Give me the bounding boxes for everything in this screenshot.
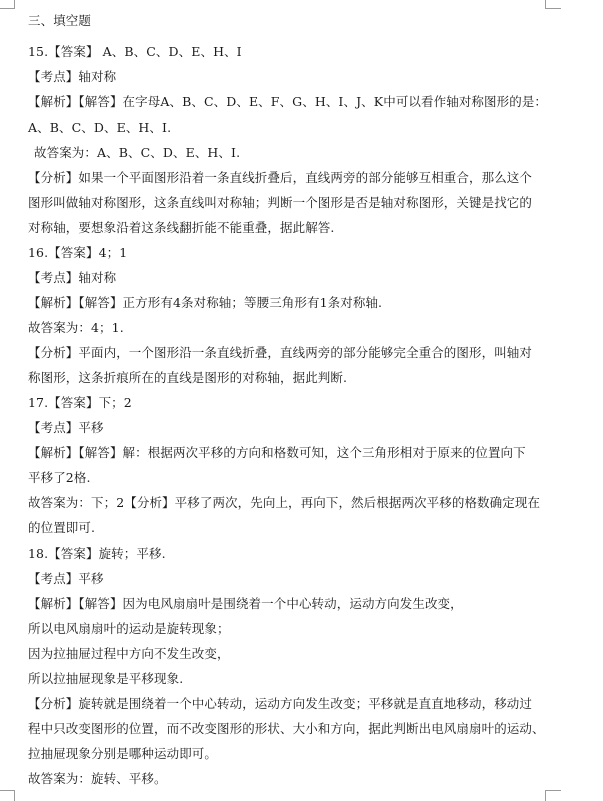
answer-17: 17.【答案】下；2: [28, 395, 132, 410]
solution-18: 【解析】【解答】因为电风扇扇叶是围绕着一个中心转动，运动方向发生改变，: [28, 596, 463, 611]
point-18: 【考点】平移: [28, 571, 104, 586]
solution-18-line3: 因为拉抽屉过程中方向不发生改变，: [28, 646, 230, 661]
point-17: 【考点】平移: [28, 420, 104, 435]
answer-18: 18.【答案】旋转；平移.: [28, 546, 166, 561]
result-16: 故答案为：4；1.: [28, 320, 124, 335]
section-title: 三、填空题: [28, 13, 92, 28]
analysis-18-line3: 拉抽屉现象分别是哪种运动即可。: [28, 746, 218, 761]
crop-mark-top-left-h: [0, 8, 14, 9]
crop-mark-top-right-h: [545, 8, 561, 9]
crop-mark-top-right-v: [545, 0, 546, 9]
result-analysis-17: 故答案为：下；2【分析】平移了两次，先向上，再向下，然后根据两次平移的格数确定现在: [28, 495, 541, 510]
answer-15: 15.【答案】 A、B、C、D、E、H、I: [28, 44, 242, 59]
solution-17: 【解析】【解答】解：根据两次平移的方向和格数可知，这个三角形相对于原来的位置向下: [28, 445, 526, 460]
crop-mark-bottom-right-v: [545, 790, 546, 801]
point-16: 【考点】轴对称: [28, 270, 117, 285]
answer-16: 16.【答案】4；1: [28, 245, 128, 260]
solution-15: 【解析】【解答】在字母A、B、C、D、E、F、G、H、I、J、K中可以看作轴对称图形的是：: [28, 94, 548, 109]
crop-mark-top-left-v: [14, 0, 15, 9]
solution-17-cont: 平移了2格.: [28, 470, 91, 485]
solution-18-line2: 所以电风扇扇叶的运动是旋转现象；: [28, 621, 230, 636]
solution-15-cont: A、B、C、D、E、H、I.: [28, 120, 172, 135]
crop-mark-bottom-left-h: [0, 790, 14, 791]
analysis-18-line2: 程中只改变图形的位置，而不改变图形的形状、大小和方向，据此判断出电风扇扇叶的运动、: [28, 721, 545, 736]
analysis-15-line3: 对称轴，要想象沿着这条线翻折能不能重叠，据此解答.: [28, 220, 335, 235]
analysis-18: 【分析】旋转就是围绕着一个中心转动，运动方向发生改变；平移就是直直地移动，移动过: [28, 696, 533, 711]
result-15: 故答案为：A、B、C、D、E、H、I.: [34, 145, 241, 160]
solution-18-line4: 所以拉抽屉现象是平移现象.: [28, 671, 184, 686]
result-18: 故答案为：旋转、平移。: [28, 771, 167, 786]
analysis-15: 【分析】如果一个平面图形沿着一条直线折叠后，直线两旁的部分能够互相重合，那么这个: [28, 170, 533, 185]
analysis-16-line2: 称图形，这条折痕所在的直线是图形的对称轴，据此判断.: [28, 370, 348, 385]
analysis-15-line2: 图形叫做轴对称图形，这条直线叫对称轴；判断一个图形是否是轴对称图形，关键是找它的: [28, 195, 533, 210]
analysis-16: 【分析】平面内，一个图形沿一条直线折叠，直线两旁的部分能够完全重合的图形，叫轴对: [28, 345, 533, 360]
solution-16: 【解析】【解答】正方形有4条对称轴；等腰三角形有1条对称轴.: [28, 295, 383, 310]
result-analysis-17-cont: 的位置即可.: [28, 520, 96, 535]
crop-mark-bottom-left-v: [14, 790, 15, 801]
crop-mark-bottom-right-h: [545, 790, 561, 791]
point-15: 【考点】轴对称: [28, 69, 117, 84]
